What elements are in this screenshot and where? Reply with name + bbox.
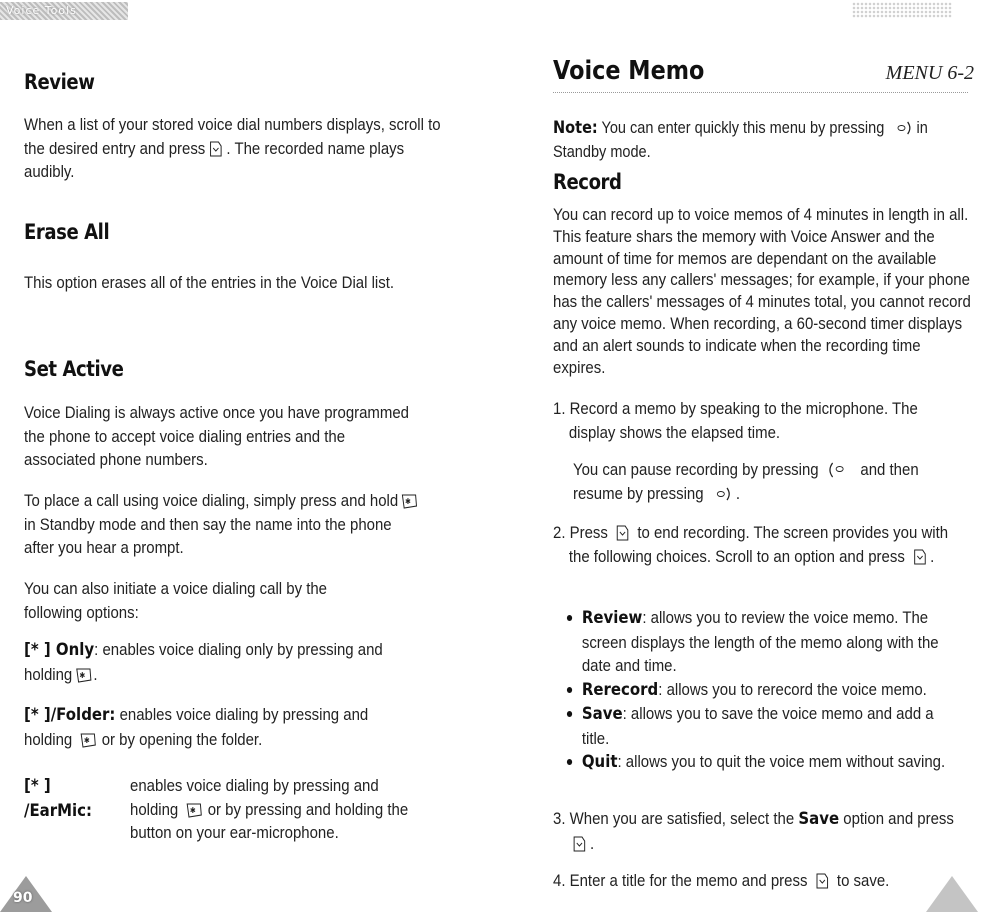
page-number-left: 90 (13, 890, 33, 906)
bullet-text: : allows you to review the voice memo. The screen displays the length of the memo along with the date and time. (581, 608, 939, 675)
record-options-list (566, 606, 958, 775)
corner-texture (852, 2, 952, 18)
option-only-label: [* ] Only (24, 640, 95, 660)
option-earmic-label-wrap (24, 774, 121, 823)
record-heading: Record (553, 170, 622, 194)
page-corner-triangle-icon (926, 876, 978, 912)
set-active-p2-b: in Standby mode and then say the name into the phone after you hear a prompt. (24, 514, 392, 557)
step-1-sub: You can pause recording by pressing and then resume by pressing . (573, 460, 919, 503)
option-earmic-text-a: enables voice dialing by pressing and holding (130, 776, 379, 819)
bullet-text: : allows you to quit the voice mem without saving. (617, 752, 946, 771)
nav-key-icon (710, 485, 733, 503)
step-3-save: Save (798, 809, 840, 829)
list-item (566, 750, 958, 775)
nav-key-icon (891, 119, 914, 137)
set-active-p2 (24, 489, 420, 560)
bullet-label: Quit (581, 752, 618, 772)
menu-number: MENU 6-2 (885, 62, 974, 84)
option-folder-label: [* ]/Folder: (24, 705, 116, 725)
review-heading: Review (24, 70, 95, 94)
bullet-label: Rerecord (581, 679, 659, 700)
note-text-a: You can enter quickly this menu by pressing (601, 119, 885, 137)
svg-text:✱: ✱ (189, 805, 196, 815)
step-4-b: to save. (836, 871, 890, 890)
option-folder (24, 703, 420, 751)
ok-key-icon (571, 835, 587, 853)
option-only: [* ] Only: enables voice dialing only by pressing and holding ✱ . (24, 640, 383, 684)
title-divider (553, 92, 968, 93)
record-intro: You can record up to voice memos of 4 minutes in length in all. This feature shars the memory with Voice Answer and the amount of time for memos are dependant on the available memory less any callers' messages; for example, if your phone has the callers' messages of 4 minutes total, you cannot record any voice memo. When recording, a 60-second timer displays and an alert sounds to indicate when the recording time expires. (553, 205, 971, 377)
voice-dial-key-icon (401, 492, 417, 510)
note-text-b: in Standby mode. (553, 119, 928, 161)
svg-text:✱: ✱ (79, 670, 86, 680)
right-page (491, 0, 982, 913)
bullet-text: : allows you to rerecord the voice memo. (658, 679, 927, 699)
ok-key-icon (912, 548, 928, 566)
option-earmic-text-b: or by pressing and holding the button on your ear-microphone. (130, 799, 409, 842)
review-text (24, 113, 446, 184)
step-2-b: to end recording. The screen provides you with the following choices. Scroll to an option and press (568, 523, 949, 566)
set-active-p2-a: To place a call using voice dialing, simply press and hold (24, 491, 399, 510)
svg-text:✱: ✱ (83, 735, 90, 745)
ok-key-icon (814, 872, 830, 890)
review-text-a: When a list of your stored voice dial numbers displays, scroll to the desired entry and press (24, 115, 441, 158)
step-2: 2. Press to end recording. The screen provides you with the following choices. Scroll to an option and press . (553, 523, 949, 566)
option-folder-text-a: enables voice dialing by pressing and holding (24, 705, 369, 749)
option-folder-text-b: or by opening the folder. (101, 729, 263, 749)
side-key-icon (825, 461, 853, 479)
list-item (566, 702, 958, 750)
step-3-a: 3. When you are satisfied, select the (553, 809, 795, 828)
bullet-label: Review (581, 608, 643, 628)
option-only-text: : enables voice dialing only by pressing and holding (24, 640, 383, 684)
step-3-b: option and press (843, 809, 954, 828)
set-active-p3: You can also initiate a voice dialing call by the following options: (24, 579, 328, 622)
voice-dial-key-icon (185, 801, 201, 819)
svg-text:✱: ✱ (405, 496, 412, 507)
erase-all-text: This option erases all of the entries in the Voice Dial list. (24, 273, 395, 292)
step-4-a: 4. Enter a title for the memo and press (553, 871, 808, 890)
step-1: 1. Record a memo by speaking to the microphone. The display shows the elapsed time. (553, 399, 918, 442)
erase-all-heading: Erase All (24, 220, 110, 244)
note-label: Note: (553, 118, 598, 137)
step-4 (553, 869, 949, 893)
ok-key-icon (615, 524, 631, 542)
option-earmic-text (130, 774, 420, 845)
list-item (566, 606, 958, 678)
step-2-a: 2. Press (553, 523, 608, 542)
ok-key-icon (208, 140, 224, 158)
section-tab: Voice Tools (0, 2, 128, 20)
step-1-sub-b: and then resume by pressing (573, 460, 919, 503)
note (553, 116, 967, 164)
set-active-heading: Set Active (24, 357, 124, 381)
review-text-b: . The recorded name plays audibly. (24, 138, 405, 181)
list-item (566, 678, 958, 703)
step-1-sub-a: You can pause recording by pressing (573, 460, 819, 479)
page-title: Voice Memo (553, 56, 705, 86)
bullet-label: Save (581, 704, 623, 724)
option-earmic-label: [* ] /EarMic: (24, 776, 93, 821)
voice-dial-key-icon (79, 731, 95, 749)
set-active-p1: Voice Dialing is always active once you have programmed the phone to accept voice dialing entries and the associated phone numbers. (24, 403, 410, 469)
voice-dial-key-icon (75, 666, 91, 684)
bullet-text: : allows you to save the voice memo and add a title. (581, 704, 934, 748)
step-3: 3. When you are satisfied, select the Save option and press . (553, 809, 954, 853)
